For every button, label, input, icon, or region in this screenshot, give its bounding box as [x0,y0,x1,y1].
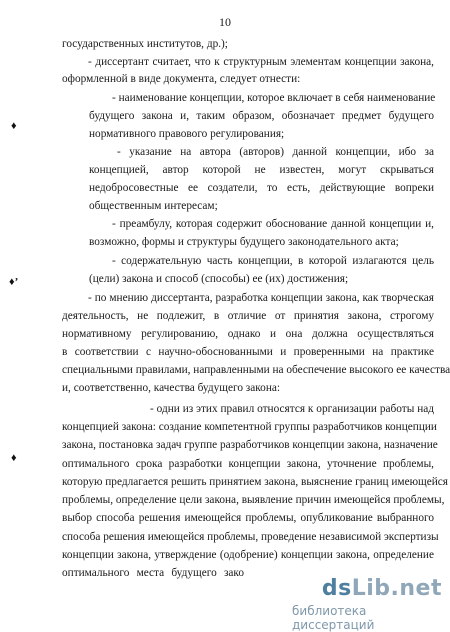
text-line: в соответствии с научно-обоснованными и проверенными на практике [62,346,434,358]
text-line: будущего закона и, таким образом, обозначает предмет будущего [89,110,434,122]
text-line: государственных институтов, др.); [62,38,228,50]
text-line: оптимального срока разработки концепции закона, уточнение проблемы, [62,458,434,470]
text-line: нормативного правового регулирования; [89,128,285,140]
text-line: способа решения имеющейся проблемы, проведение независимой экспертизы [62,531,439,543]
text-line: - диссертант считает, что к структурным элементам концепции закона, [88,56,434,68]
text-line: недобросовестные ее создатели, то есть, действующие вопреки [89,182,434,194]
text-line: - наименование концепции, которое включает в себя наименование [112,92,436,104]
text-line: - преамбулу, которая содержит обоснование данной концепции и, [112,218,434,230]
text-line: - содержательную часть концепции, в которой излагаются цель [112,255,434,267]
text-line: общественным интересам; [89,200,218,212]
margin-mark-1: ♦ [11,120,17,132]
text-line: которую предлагается решить принятием закона, выяснение границ имеющейся [62,476,449,488]
text-line: деятельность, не подлежит, в отличие от принятия закона, строгому [62,310,434,322]
page-number: 10 [219,15,231,29]
text-line: возможно, формы и структуры будущего законодательного акта; [89,236,399,248]
text-line: оформленной в виде документа, следует отнести: [62,73,301,85]
text-line: закона, постановка задач группе разработчиков концепции закона, назначение [62,439,438,451]
text-line: - указание на автора (авторов) данной концепции, ибо за [117,146,434,158]
text-line: специальными правилами, направленными на обеспечение высокого ее качества [62,364,450,376]
text-line: - одни из этих правил относятся к организации работы над [150,403,434,415]
text-line: - по мнению диссертанта, разработка концепции закона, как творческая [88,292,434,304]
text-line: оптимального места будущего зако [62,567,244,579]
watermark-subtitle: библиотека диссертаций [292,604,375,632]
text-line: концепцией закона: создание компетентной группы разработчиков концепции [62,421,437,433]
text-line: проблемы, определение цели закона, выявление причин имеющейся проблемы, [62,494,445,506]
watermark [292,576,442,632]
text-line: выбор способа решения имеющейся проблемы, опубликование выбранного [62,512,434,524]
watermark-logo: dsLib.net [321,576,442,601]
text-line: нормативному регулированию, однако и она должна осуществляться [62,328,434,340]
text-line: (цели) закона и способ (способы) ее (их) достижения; [89,273,349,285]
margin-mark-3: ♦ [11,452,17,464]
margin-mark-2: ♦ʼ [9,276,19,288]
text-line: концепцией, автор которой не известен, могут скрываться [89,164,434,176]
text-line: концепции закона, утверждение (одобрение) концепции закона, определение [62,549,434,561]
text-line: и, соответственно, качества будущего закона: [62,382,281,394]
